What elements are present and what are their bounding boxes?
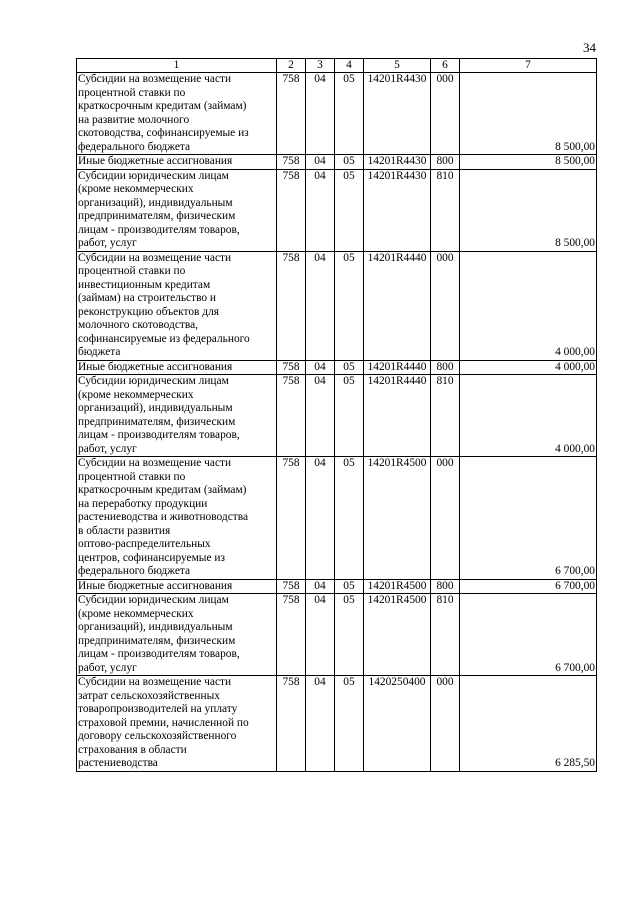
amount: 8 500,00 <box>460 155 597 170</box>
section-code: 04 <box>306 375 335 457</box>
section-code: 04 <box>306 360 335 375</box>
expense-name: Иные бюджетные ассигнования <box>77 579 277 594</box>
subsection-code: 05 <box>335 375 364 457</box>
subsection-code: 05 <box>335 73 364 155</box>
table-row <box>77 251 597 360</box>
target-article-code: 14201R4500 <box>364 579 431 594</box>
amount: 6 285,50 <box>460 676 597 772</box>
amount: 6 700,00 <box>460 579 597 594</box>
expense-name: Субсидии юридическим лицам (кроме некоммерческих организаций), индивидуальным предпринимателям, физическим лицам - производителям товаров, работ, услуг <box>77 375 277 457</box>
subsection-code: 05 <box>335 579 364 594</box>
expense-name: Иные бюджетные ассигнования <box>77 155 277 170</box>
table-row <box>77 155 597 170</box>
section-code: 04 <box>306 457 335 580</box>
expense-name: Субсидии юридическим лицам (кроме некоммерческих организаций), индивидуальным предпринимателям, физическим лицам - производителям товаров, работ, услуг <box>77 169 277 251</box>
table-row <box>77 169 597 251</box>
subsection-code: 05 <box>335 169 364 251</box>
table-row <box>77 676 597 772</box>
expense-name: Иные бюджетные ассигнования <box>77 360 277 375</box>
header-row <box>77 59 597 73</box>
budget-table <box>76 58 597 772</box>
amount: 6 700,00 <box>460 594 597 676</box>
section-code: 04 <box>306 155 335 170</box>
table-row <box>77 457 597 580</box>
expense-type-code: 810 <box>431 594 460 676</box>
section-code: 04 <box>306 251 335 360</box>
column-header: 6 <box>431 59 460 73</box>
expense-type-code: 000 <box>431 73 460 155</box>
ministry-code: 758 <box>277 375 306 457</box>
expense-name: Субсидии на возмещение части процентной ставки по краткосрочным кредитам (займам) на развитие молочного скотоводства, софинансируемые из федерального бюджета <box>77 73 277 155</box>
expense-name: Субсидии на возмещение части затрат сельскохозяйственных товаропроизводителей на уплату страховой премии, начисленной по договору сельскохозяйственного страхования в области растениеводства <box>77 676 277 772</box>
column-header: 3 <box>306 59 335 73</box>
ministry-code: 758 <box>277 457 306 580</box>
subsection-code: 05 <box>335 457 364 580</box>
column-header: 4 <box>335 59 364 73</box>
ministry-code: 758 <box>277 169 306 251</box>
ministry-code: 758 <box>277 579 306 594</box>
target-article-code: 14201R4500 <box>364 457 431 580</box>
target-article-code: 1420250400 <box>364 676 431 772</box>
subsection-code: 05 <box>335 676 364 772</box>
column-header: 2 <box>277 59 306 73</box>
column-header: 1 <box>77 59 277 73</box>
table-row <box>77 73 597 155</box>
expense-type-code: 000 <box>431 251 460 360</box>
ministry-code: 758 <box>277 251 306 360</box>
target-article-code: 14201R4500 <box>364 594 431 676</box>
section-code: 04 <box>306 73 335 155</box>
expense-name: Субсидии на возмещение части процентной ставки по краткосрочным кредитам (займам) на переработку продукции растениеводства и животноводства в области развития оптово-распределительных центров, софинансируемые из федерального бюджета <box>77 457 277 580</box>
section-code: 04 <box>306 579 335 594</box>
amount: 6 700,00 <box>460 457 597 580</box>
target-article-code: 14201R4440 <box>364 251 431 360</box>
table-row <box>77 594 597 676</box>
expense-name: Субсидии юридическим лицам (кроме некоммерческих организаций), индивидуальным предпринимателям, физическим лицам - производителям товаров, работ, услуг <box>77 594 277 676</box>
section-code: 04 <box>306 169 335 251</box>
expense-name: Субсидии на возмещение части процентной ставки по инвестиционным кредитам (займам) на строительство и реконструкцию объектов для молочного скотоводства, софинансируемые из федерального бюджета <box>77 251 277 360</box>
target-article-code: 14201R4430 <box>364 169 431 251</box>
table-row <box>77 375 597 457</box>
expense-type-code: 800 <box>431 155 460 170</box>
column-header: 5 <box>364 59 431 73</box>
subsection-code: 05 <box>335 360 364 375</box>
expense-type-code: 810 <box>431 375 460 457</box>
subsection-code: 05 <box>335 155 364 170</box>
ministry-code: 758 <box>277 676 306 772</box>
expense-type-code: 000 <box>431 457 460 580</box>
ministry-code: 758 <box>277 594 306 676</box>
target-article-code: 14201R4430 <box>364 155 431 170</box>
section-code: 04 <box>306 676 335 772</box>
target-article-code: 14201R4440 <box>364 375 431 457</box>
subsection-code: 05 <box>335 594 364 676</box>
ministry-code: 758 <box>277 360 306 375</box>
ministry-code: 758 <box>277 155 306 170</box>
amount: 4 000,00 <box>460 360 597 375</box>
expense-type-code: 810 <box>431 169 460 251</box>
table-row <box>77 360 597 375</box>
section-code: 04 <box>306 594 335 676</box>
expense-type-code: 000 <box>431 676 460 772</box>
subsection-code: 05 <box>335 251 364 360</box>
expense-type-code: 800 <box>431 579 460 594</box>
target-article-code: 14201R4430 <box>364 73 431 155</box>
expense-type-code: 800 <box>431 360 460 375</box>
ministry-code: 758 <box>277 73 306 155</box>
amount: 8 500,00 <box>460 169 597 251</box>
amount: 4 000,00 <box>460 251 597 360</box>
column-header: 7 <box>460 59 597 73</box>
page-number: 34 <box>583 40 596 55</box>
target-article-code: 14201R4440 <box>364 360 431 375</box>
amount: 8 500,00 <box>460 73 597 155</box>
table-row <box>77 579 597 594</box>
amount: 4 000,00 <box>460 375 597 457</box>
